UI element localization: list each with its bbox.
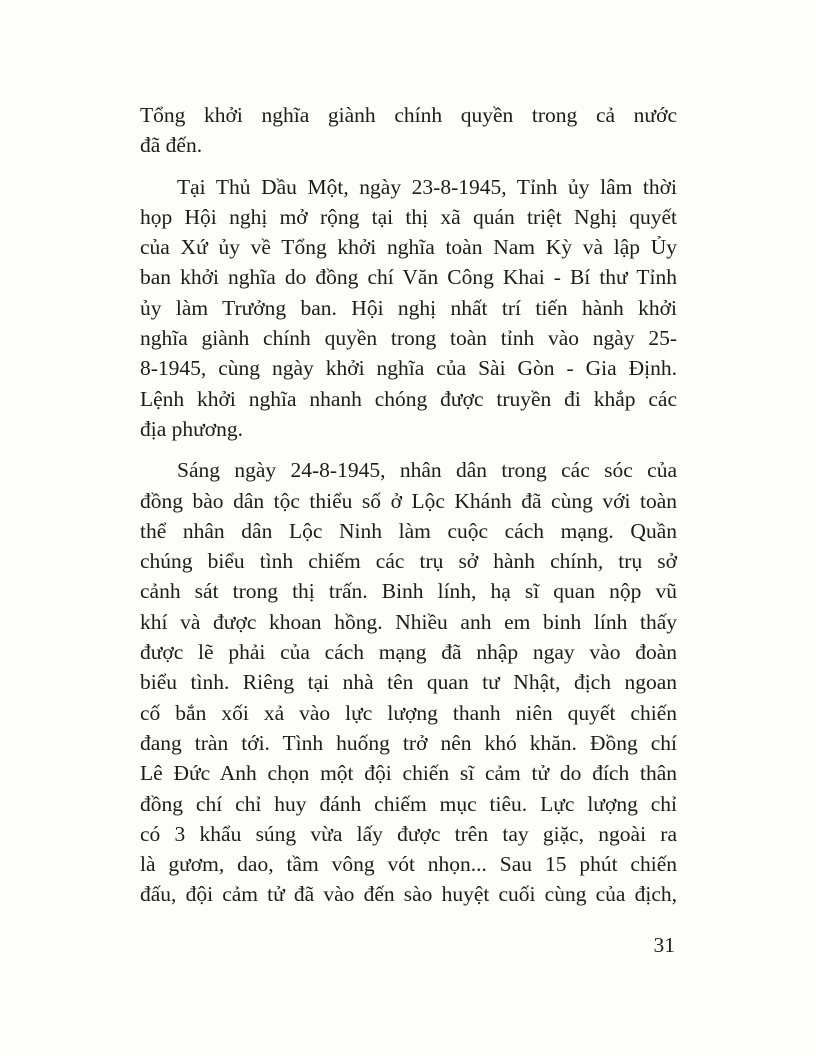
text-line: ban khởi nghĩa do đồng chí Văn Công Khai - Bí thư Tỉnh <box>140 265 677 290</box>
text-line: địa phương. <box>140 416 244 441</box>
text-line: có 3 khẩu súng vừa lấy được trên tay giặc, ngoài ra <box>140 821 677 846</box>
text-line: Tổng khởi nghĩa giành chính quyền trong cả nước <box>140 103 677 127</box>
text-line: đồng chí chỉ huy đánh chiếm mục tiêu. Lực lượng chỉ <box>140 791 677 816</box>
text-line: cố bắn xối xả vào lực lượng thanh niên quyết chiến <box>140 700 677 725</box>
text-line: cảnh sát trong thị trấn. Binh lính, hạ sĩ quan nộp vũ <box>140 579 677 604</box>
text-line: là gươm, dao, tầm vông vót nhọn... Sau 15 phút chiến <box>140 852 677 877</box>
paragraph-1 <box>140 100 677 161</box>
text-line: ủy làm Trưởng ban. Hội nghị nhất trí tiến hành khởi <box>140 295 677 320</box>
page-number: 31 <box>653 933 675 957</box>
text-line: Sáng ngày 24-8-1945, nhân dân trong các sóc của <box>177 458 677 483</box>
text-line: đang tràn tới. Tình huống trở nên khó khăn. Đồng chí <box>140 730 677 755</box>
text-line: nghĩa giành chính quyền trong toàn tỉnh vào ngày 25- <box>140 326 677 351</box>
paragraph-2 <box>140 172 677 445</box>
text-line: khí và được khoan hồng. Nhiều anh em binh lính thấy <box>140 609 677 634</box>
text-line: họp Hội nghị mở rộng tại thị xã quán triệt Nghị quyết <box>140 204 677 229</box>
text-line: được lẽ phải của cách mạng đã nhập ngay vào đoàn <box>140 640 677 665</box>
page-body <box>140 100 677 921</box>
text-line: đã đến. <box>140 133 203 158</box>
text-line: chúng biểu tình chiếm các trụ sở hành chính, trụ sở <box>140 549 677 574</box>
paragraph-3 <box>140 455 677 909</box>
text-line: đấu, đội cảm tử đã vào đến sào huyệt cuối cùng của địch, <box>140 882 677 907</box>
text-line: biểu tình. Riêng tại nhà tên quan tư Nhật, địch ngoan <box>140 670 677 695</box>
text-line: của Xứ ủy về Tổng khởi nghĩa toàn Nam Kỳ và lập Ủy <box>140 235 677 260</box>
text-line: Tại Thủ Dầu Một, ngày 23-8-1945, Tỉnh ủy lâm thời <box>177 174 677 199</box>
text-line: thể nhân dân Lộc Ninh làm cuộc cách mạng. Quần <box>140 518 677 543</box>
text-line: Lê Đức Anh chọn một đội chiến sĩ cảm tử do đích thân <box>140 761 677 786</box>
text-line: 8-1945, cùng ngày khởi nghĩa của Sài Gòn - Gia Định. <box>140 356 677 381</box>
text-line: Lệnh khởi nghĩa nhanh chóng được truyền đi khắp các <box>140 386 677 411</box>
text-line: đồng bào dân tộc thiểu số ở Lộc Khánh đã cùng với toàn <box>140 488 677 513</box>
